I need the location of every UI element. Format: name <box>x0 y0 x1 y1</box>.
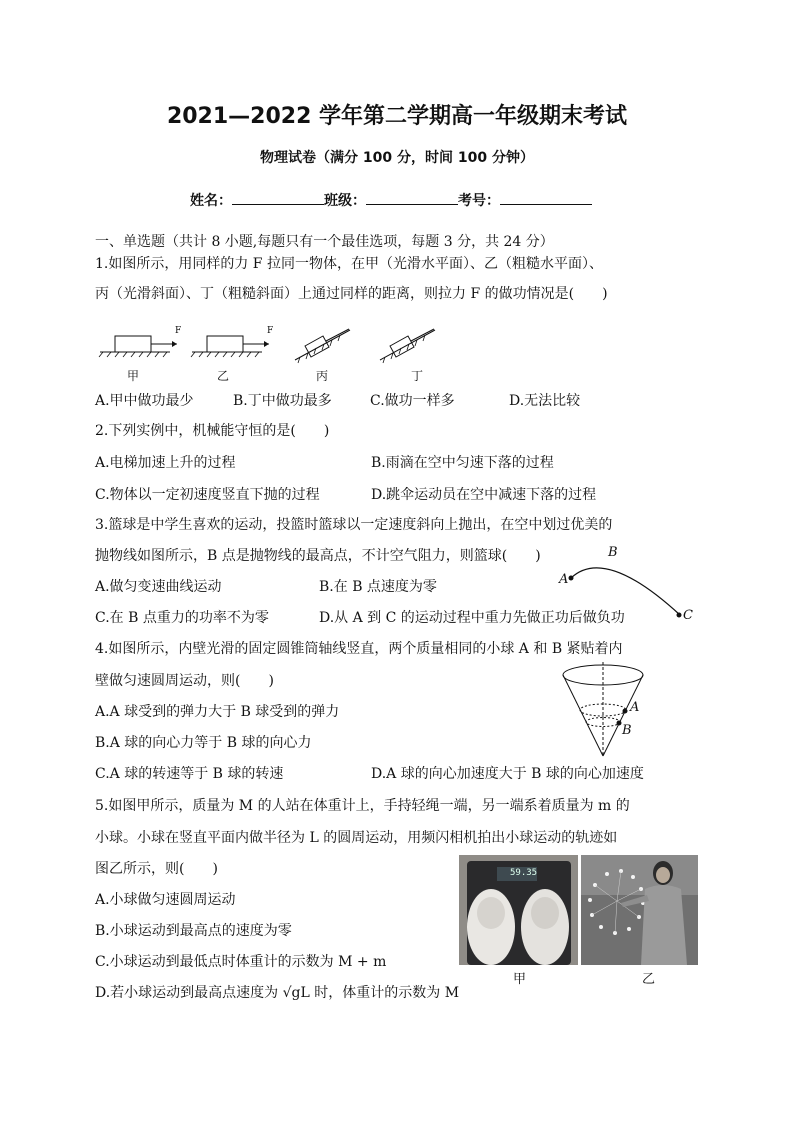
q1-fig-ding <box>380 329 435 363</box>
q3-label-c: C <box>683 608 693 623</box>
q3-option-a[interactable]: A.做匀变速曲线运动 <box>95 579 222 595</box>
q2-option-d[interactable]: D.跳伞运动员在空中减速下落的过程 <box>371 487 597 503</box>
q1-fig-bing <box>295 329 350 363</box>
q1-fig-jia <box>99 336 177 357</box>
q5-label-yi: 乙 <box>642 972 656 987</box>
q3-stem-line2: 抛物线如图所示，B 点是抛物线的最高点，不计空气阻力，则篮球( ) <box>95 548 541 564</box>
q5-stem-line3: 图乙所示，则( ) <box>95 861 218 877</box>
q3-option-b[interactable]: B.在 B 点速度为零 <box>319 579 437 595</box>
q4-option-b[interactable]: B.A 球的向心力等于 B 球的向心力 <box>95 735 312 751</box>
q3-stem-line1: 3.篮球是中学生喜欢的运动，投篮时篮球以一定速度斜向上抛出，在空中划过优美的 <box>95 517 613 533</box>
q1-force-label-1: F <box>175 326 182 336</box>
q1-stem-line2: 丙（光滑斜面）、丁（粗糙斜面）上通过同样的距离，则拉力 F 的做功情况是( ) <box>95 286 608 302</box>
q2-option-a[interactable]: A.电梯加速上升的过程 <box>95 455 236 471</box>
q4-option-d[interactable]: D.A 球的向心加速度大于 B 球的向心加速度 <box>371 766 644 782</box>
q3-option-c[interactable]: C.在 B 点重力的功率不为零 <box>95 610 269 626</box>
q4-stem-line2: 壁做匀速圆周运动，则( ) <box>95 673 274 689</box>
q4-option-a[interactable]: A.A 球受到的弹力大于 B 球受到的弹力 <box>95 704 340 720</box>
q1-label-ding: 丁 <box>411 369 424 383</box>
q5-photo-circle <box>581 855 698 965</box>
q2-stem: 2.下列实例中，机械能守恒的是( ) <box>95 423 330 439</box>
q5-label-jia: 甲 <box>513 972 527 987</box>
q5-option-c[interactable]: C.小球运动到最低点时体重计的示数为 M + m <box>95 954 387 970</box>
q5-stem-line2: 小球。小球在竖直平面内做半径为 L 的圆周运动，用频闪相机拍出小球运动的轨迹如 <box>95 830 618 846</box>
q4-stem-line1: 4.如图所示，内壁光滑的固定圆锥筒轴线竖直，两个质量相同的小球 A 和 B 紧贴着内 <box>95 641 623 657</box>
name-label: 姓名： <box>190 193 232 209</box>
q5-option-a[interactable]: A.小球做匀速圆周运动 <box>95 892 236 908</box>
q2-option-c[interactable]: C.物体以一定初速度竖直下抛的过程 <box>95 487 320 503</box>
q3-trajectory-figure <box>555 560 685 630</box>
q1-stem-line1: 1.如图所示，用同样的力 F 拉同一物体，在甲（光滑水平面）、乙（粗糙水平面）、 <box>95 256 603 272</box>
q1-option-d[interactable]: D.无法比较 <box>509 393 581 409</box>
q4-label-a: A <box>630 700 640 715</box>
q2-option-b[interactable]: B.雨滴在空中匀速下落的过程 <box>371 455 554 471</box>
q3-label-b: B <box>608 545 618 560</box>
exam-title: 2021—2022 学年第二学期高一年级期末考试 <box>166 104 628 129</box>
q1-figure <box>95 322 455 382</box>
q1-label-jia: 甲 <box>127 369 140 383</box>
q5-stem-line1: 5.如图甲所示，质量为 M 的人站在体重计上，手持轻绳一端，另一端系着质量为 m 的 <box>95 798 630 814</box>
q5-scale-reading: 59.35 <box>510 868 538 878</box>
q3-option-d[interactable]: D.从 A 到 C 的运动过程中重力先做正功后做负功 <box>319 610 625 626</box>
q1-label-yi: 乙 <box>217 369 230 383</box>
q1-option-b[interactable]: B.丁中做功最多 <box>233 393 332 409</box>
number-field[interactable] <box>500 191 592 205</box>
q5-strobe-image <box>581 855 698 965</box>
section-heading: 一、单选题（共计 8 小题,每题只有一个最佳选项，每题 3 分，共 24 分） <box>95 234 554 250</box>
q1-option-c[interactable]: C.做功一样多 <box>370 393 455 409</box>
number-label: 考号： <box>458 193 500 209</box>
q3-label-a: A <box>559 572 569 587</box>
q1-label-bing: 丙 <box>316 369 329 383</box>
q5-option-b[interactable]: B.小球运动到最高点的速度为零 <box>95 923 292 939</box>
student-info-row <box>190 190 592 210</box>
class-field[interactable] <box>366 191 458 205</box>
class-label: 班级： <box>324 193 366 209</box>
name-field[interactable] <box>232 191 324 205</box>
q1-fig-yi <box>191 336 269 357</box>
q4-cone-figure <box>555 660 655 760</box>
q1-force-label-2: F <box>267 326 274 336</box>
q4-label-b: B <box>622 723 632 738</box>
q4-option-c[interactable]: C.A 球的转速等于 B 球的转速 <box>95 766 284 782</box>
q5-option-d[interactable]: D.若小球运动到最高点速度为 √gL 时，体重计的示数为 M <box>95 985 460 1001</box>
exam-subtitle: 物理试卷（满分 100 分，时间 100 分钟） <box>260 150 534 166</box>
q1-option-a[interactable]: A.甲中做功最少 <box>95 393 194 409</box>
